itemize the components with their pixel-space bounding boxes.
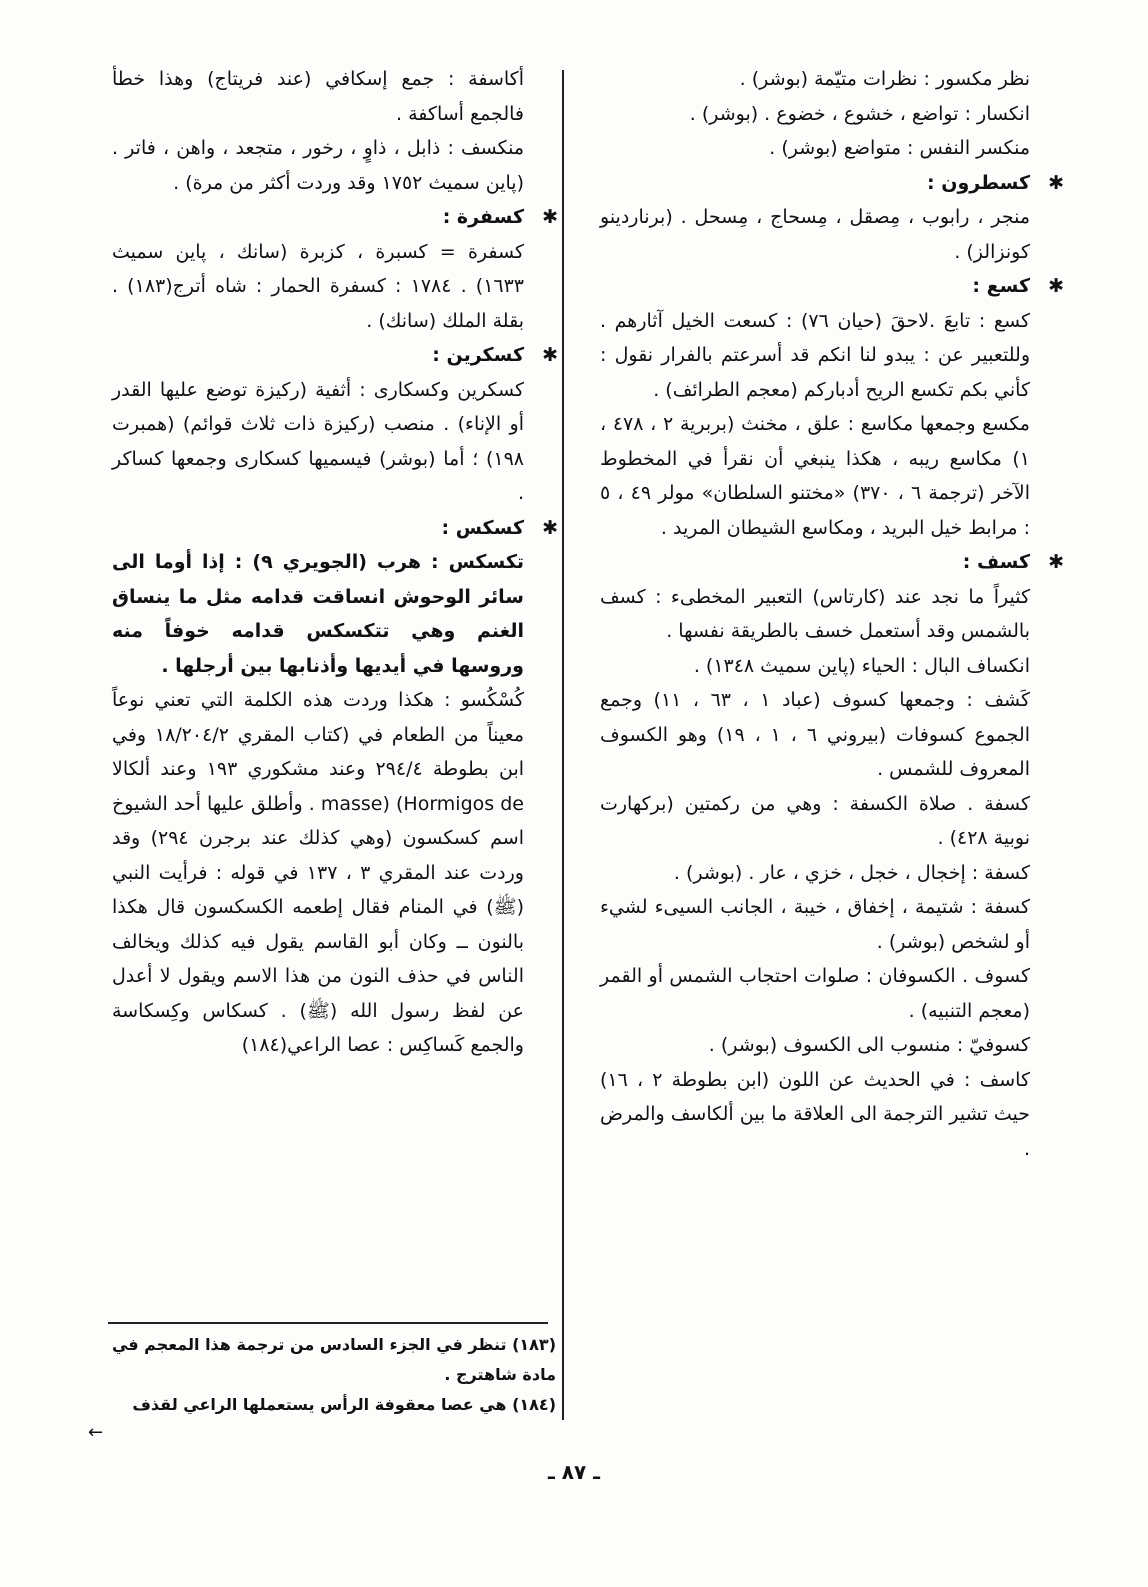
entry-text: كَشف : وجمعها كسوف (عباد ١ ، ٦٣ ، ١١) وجمع الجموع كسوفات (بيروني ٦ ، ١ ، ١٩) وهو الكسوف المعروف للشمس . (600, 689, 1031, 780)
entry-heading: ✱ كسكس : (112, 511, 524, 546)
page-number: ـ ٨٧ ـ (547, 1460, 601, 1484)
entry-heading: ✱ كسع : (600, 269, 1030, 304)
asterisk-icon: ✱ (1048, 275, 1064, 297)
entry-text: كسفة : شتيمة ، إخفاق ، خيبة ، الجانب السيىء لشيء أو لشخص (بوشر) . (600, 896, 1030, 953)
asterisk-icon: ✱ (1048, 171, 1064, 194)
entry-text: كاسف : في الحديث عن اللون (ابن بطوطة ٢ ، ١٦) حيث تشير الترجمة الى العلاقة ما بين ألكاسف والمرض . (600, 1068, 1030, 1160)
entry-text: منكسر النفس : متواضع (بوشر) . (769, 137, 1030, 159)
asterisk-icon: ✱ (542, 344, 558, 366)
entry-text: انكسار : تواضع ، خشوع ، خضوع . (بوشر) . (689, 102, 1030, 125)
footnote-183: (١٨٣) تنظر في الجزء السادس من ترجمة هذا المعجم في مادة شاهترج . (111, 1335, 556, 1384)
entry-text: كسفة : إخجال ، خجل ، خزي ، عار . (بوشر) . (673, 861, 1030, 884)
entry-text: نظر مكسور : نظرات متيّمة (بوشر) . (739, 68, 1030, 90)
entry-text: كسع : تابعَ .لاحقَ (حيان ٧٦) : كسعت الخيل آثارهم . وللتعبير عن : يبدو لنا انكم قد أسرعتم بالفرار نقول : كأني بكم تكسع الريح أدباركم (معجم الطرائف) . (600, 309, 1030, 401)
entry-text: كثيراً ما نجد عند (كارتاس) التعبير المخطىء : كسف بالشمس وقد أستعمل خسف بالطريقة نفسها . (600, 585, 1030, 642)
asterisk-icon: ✱ (1048, 551, 1064, 573)
entry-text: كسكرين وكسكارى : أثفية (ركيزة توضع عليها القدر أو الإناء) . منصب (ركيزة ذات ثلاث قوائم) (همبرت ١٩٨) ؛ أما (بوشر) فيسميها كسكارى وجمعها كساكر . (112, 378, 524, 504)
entry-text: كُسْكُسو : هكذا وردت هذه الكلمة التي تعني نوعاً معيناً من الطعام في (كتاب المقري ١٨/٢٠٤/٢ وفي ابن بطوطة ٢٩٤/٤ وعند مشكوري ١٩٣ وعند ألكالا Hormigos de) (masse . وأطلق عليها أحد الشيوخ اسم كسكسون (وهي كذلك عند برجرن ٢٩٤) وقد وردت عند المقري ٣ ، ١٣٧ في قوله : فرأيت النبي (ﷺ) في المنام فقال إطعمه الكسكسون قال هكذا بالنون ــ وكان أبو القاسم يقول فيه كذلك ويخالف الناس في حذف النون من هذا الاسم ويقول لا أعدل عن لفظ رسول الله (ﷺ) . كسكاس وكِسكاسة والجمع كَساكِس : عصا الراعي(١٨٤) (112, 689, 525, 1056)
right-column (600, 62, 1064, 1166)
entry-heading: ✱ كسفرة : (112, 200, 524, 235)
footnote-rule (108, 1322, 548, 1324)
entry-text: منجر ، رابوب ، مِصقل ، مِسحاج ، مِسحل . (برناردينو كونزالز) . (600, 206, 1030, 263)
entry-text: كسفرة = كسبرة ، كزبرة (سانك ، پاين سميث ١٦٣٣) . ١٧٨٤ : كسفرة الحمار : شاه أترج(١٨٣) . بقلة الملك (سانك) . (112, 240, 525, 332)
entry-text: تكسكس : هرب (الجويري ٩) : إذا أوما الى سائر الوحوش انساقت قدامه مثل ما ينساق الغنم وهي تتكسكس قدامه خوفاً منه وروسها في أيديها وأذنابها بين أرجلها . (112, 551, 524, 677)
left-column (112, 62, 558, 1063)
asterisk-icon: ✱ (542, 516, 558, 539)
entry-text: انكساف البال : الحياء (پاين سميث ١٣٤٨) . (693, 654, 1030, 677)
column-divider (562, 70, 564, 1420)
entry-text: كسوف . الكسوفان : صلوات احتجاب الشمس أو القمر (معجم التنبيه) . (600, 965, 1030, 1022)
entry-heading: ✱ كسطرون : (600, 166, 1030, 201)
entry-heading: ✱ كسف : (600, 545, 1030, 580)
entry-heading: ✱ كسكرين : (112, 338, 524, 373)
asterisk-icon: ✱ (542, 206, 558, 228)
footnote-184: (١٨٤) هي عصا معقوفة الرأس يستعملها الراعي لقذف (132, 1395, 556, 1414)
arrow-left-icon: ← (88, 1422, 104, 1443)
entry-text: مكسع وجمعها مكاسع : علق ، مخنث (بربرية ٢ ، ٤٧٨ ، ١) مكاسع ريبه ، هكذا ينبغي أن نقرأ في المخطوط الآخر (ترجمة ٦ ، ٣٧٠) «مختنو السلطان» مولر ٤٩ ، ٥ : مرابط خيل البريد ، ومكاسع الشيطان المريد . (600, 413, 1030, 539)
entry-text: منكسف : ذابل ، ذاوٍ ، رخور ، متجعد ، واهن ، فاتر . (پاين سميث ١٧٥٢ وقد وردت أكثر من مرة) . (112, 137, 524, 194)
entry-text: كسفة . صلاة الكسفة : وهي من ركمتين (بركهارت نوبية ٤٢٨) . (600, 792, 1030, 849)
entry-text: أكاسفة : جمع إسكافي (عند فريتاج) وهذا خطأ فالجمع أساكفة . (112, 68, 524, 125)
footnotes (108, 1330, 556, 1420)
entry-text: كسوفيّ : منسوب الى الكسوف (بوشر) . (708, 1034, 1030, 1056)
